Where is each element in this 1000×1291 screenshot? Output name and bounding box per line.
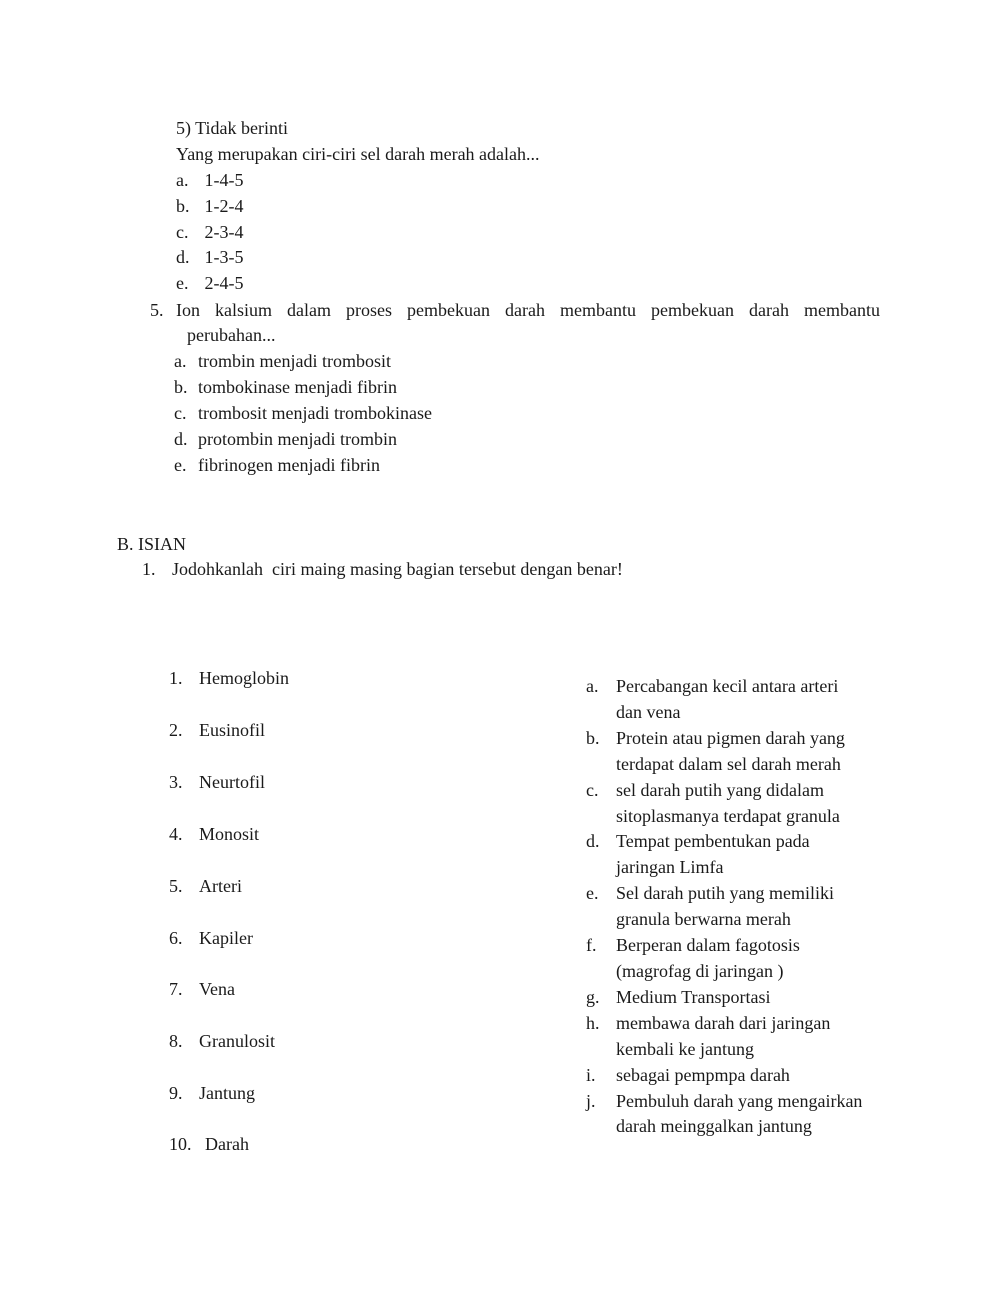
- item-number: 8.: [169, 1031, 183, 1051]
- q4-option-b[interactable]: [176, 195, 244, 217]
- match-left-item[interactable]: [169, 771, 265, 793]
- item-number: 3.: [169, 772, 183, 792]
- question-5: [150, 298, 880, 348]
- option-text: protombin menjadi trombin: [198, 429, 397, 449]
- option-label: b.: [176, 196, 190, 216]
- item-number: 4.: [169, 824, 183, 844]
- option-text: fibrinogen menjadi fibrin: [198, 455, 380, 475]
- q5-option-d[interactable]: [174, 428, 397, 450]
- option-label: b.: [174, 377, 188, 397]
- option-text: 1-4-5: [204, 170, 244, 190]
- match-right-item[interactable]: [586, 778, 906, 830]
- section-title: B. ISIAN: [117, 534, 187, 554]
- item-label: h.: [586, 1012, 600, 1033]
- item-label: e.: [586, 883, 599, 904]
- match-left-item[interactable]: [169, 823, 259, 845]
- item-text: Vena: [199, 979, 235, 999]
- q5-option-a[interactable]: [174, 350, 391, 372]
- item-line1: Pembuluh darah yang mengairkan: [616, 1090, 863, 1111]
- option-label: c.: [176, 222, 189, 242]
- item-line1: Medium Transportasi: [616, 986, 771, 1007]
- match-right-item[interactable]: [586, 881, 906, 933]
- item-text: Kapiler: [199, 928, 253, 948]
- item-text: Hemoglobin: [199, 668, 289, 688]
- instruction-text: Jodohkanlah ciri maing masing bagian tersebut dengan benar!: [172, 559, 623, 579]
- item-text: Jantung: [199, 1083, 255, 1103]
- item-line1: Berperan dalam fagotosis: [616, 935, 800, 956]
- match-left-item[interactable]: [169, 927, 253, 949]
- q5-option-e[interactable]: [174, 454, 380, 476]
- match-left-item[interactable]: [169, 978, 235, 1000]
- item-label: g.: [586, 986, 600, 1007]
- item-label: i.: [586, 1064, 596, 1085]
- item-line2: dan vena: [616, 701, 681, 722]
- option-label: a.: [174, 351, 187, 371]
- item-line1: Tempat pembentukan pada: [616, 831, 810, 852]
- item-number: 2.: [169, 720, 183, 740]
- item-line1: Percabangan kecil antara arteri: [616, 676, 839, 696]
- question-text-line1: Ion kalsium dalam proses pembekuan darah membantu pembekuan darah membantu: [176, 300, 880, 320]
- item-label: a.: [586, 676, 599, 696]
- option-text: tombokinase menjadi fibrin: [198, 377, 397, 397]
- item-line2: terdapat dalam sel darah merah: [616, 753, 841, 774]
- match-right-item[interactable]: [586, 985, 906, 1011]
- item-line1: sebagai pempmpa darah: [616, 1064, 790, 1085]
- match-right-item[interactable]: [586, 1063, 906, 1089]
- option-label: d.: [174, 429, 188, 449]
- option-text: 1-2-4: [204, 196, 244, 216]
- item-line2: jaringan Limfa: [616, 857, 724, 878]
- item-text: Arteri: [199, 876, 242, 896]
- item-number: 10.: [169, 1134, 192, 1154]
- q4-question: Yang merupakan ciri-ciri sel darah merah adalah...: [176, 144, 540, 164]
- question-number: 5.: [150, 300, 164, 320]
- item-text: Monosit: [199, 824, 260, 844]
- question-text-line2: perubahan...: [187, 325, 276, 345]
- item-text: Darah: [205, 1134, 249, 1154]
- option-label: c.: [174, 403, 187, 423]
- item-number: 1.: [169, 668, 183, 688]
- option-text: 2-4-5: [204, 273, 244, 293]
- q4-option-a[interactable]: [176, 169, 244, 191]
- item-line2: granula berwarna merah: [616, 909, 791, 930]
- match-right-item[interactable]: [586, 1011, 906, 1063]
- item-line2: sitoplasmanya terdapat granula: [616, 805, 840, 826]
- match-right-item[interactable]: [586, 674, 906, 726]
- option-text: 1-3-5: [204, 247, 244, 267]
- item-line1: Protein atau pigmen darah yang: [616, 727, 845, 748]
- match-left-item[interactable]: [169, 719, 265, 741]
- match-left-item[interactable]: [169, 1030, 275, 1052]
- option-label: e.: [176, 273, 189, 293]
- q4-item-5: 5) Tidak berinti: [176, 118, 289, 138]
- option-label: a.: [176, 170, 189, 190]
- item-text: Eusinofil: [199, 720, 265, 740]
- match-left-item[interactable]: [169, 1133, 249, 1155]
- item-label: f.: [586, 935, 597, 956]
- match-left-item[interactable]: [169, 875, 242, 897]
- item-label: j.: [586, 1090, 596, 1111]
- item-number: 7.: [169, 979, 183, 999]
- q5-option-c[interactable]: [174, 402, 432, 424]
- option-label: d.: [176, 247, 190, 267]
- option-text: trombin menjadi trombosit: [198, 351, 391, 371]
- item-text: Granulosit: [199, 1031, 275, 1051]
- match-left-item[interactable]: [169, 1082, 255, 1104]
- match-right-item[interactable]: [586, 829, 906, 881]
- q4-option-d[interactable]: [176, 246, 244, 268]
- item-label: b.: [586, 727, 600, 748]
- item-line2: kembali ke jantung: [616, 1038, 754, 1059]
- item-line1: sel darah putih yang didalam: [616, 779, 824, 800]
- option-text: trombosit menjadi trombokinase: [198, 403, 432, 423]
- option-label: e.: [174, 455, 187, 475]
- match-left-item[interactable]: [169, 667, 289, 689]
- q5-option-b[interactable]: [174, 376, 397, 398]
- instruction-number: 1.: [142, 559, 156, 579]
- item-line2: (magrofag di jaringan ): [616, 960, 784, 981]
- item-line1: Sel darah putih yang memiliki: [616, 883, 834, 904]
- item-number: 6.: [169, 928, 183, 948]
- match-right-column: [586, 674, 906, 1140]
- item-text: Neurtofil: [199, 772, 265, 792]
- item-line2: darah meinggalkan jantung: [616, 1116, 812, 1137]
- q4-option-c[interactable]: [176, 221, 244, 243]
- match-right-item[interactable]: [586, 933, 906, 985]
- item-label: c.: [586, 779, 599, 800]
- match-right-item[interactable]: [586, 1089, 906, 1141]
- item-line1: membawa darah dari jaringan: [616, 1012, 831, 1033]
- option-text: 2-3-4: [204, 222, 244, 242]
- section-instruction: [142, 558, 623, 580]
- q4-option-e[interactable]: [176, 272, 244, 294]
- match-right-item[interactable]: [586, 726, 906, 778]
- item-number: 5.: [169, 876, 183, 896]
- item-number: 9.: [169, 1083, 183, 1103]
- item-label: d.: [586, 831, 600, 852]
